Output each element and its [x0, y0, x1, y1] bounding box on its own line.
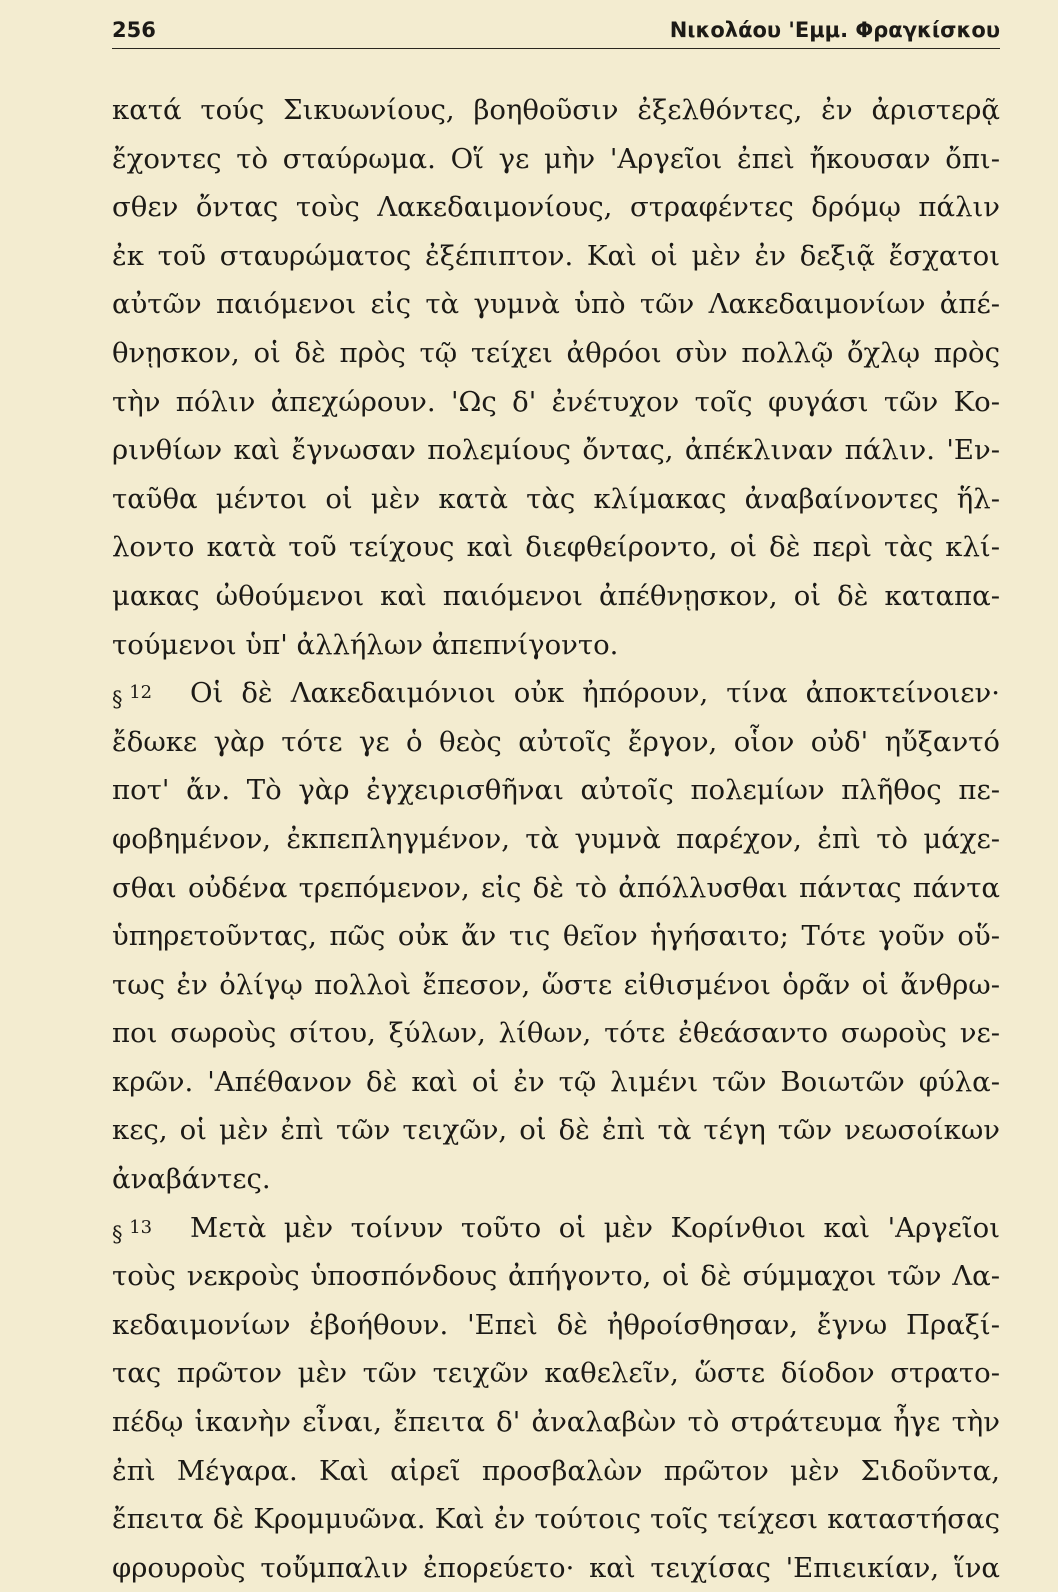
- running-head: [112, 14, 1000, 49]
- text-line: θνῃσκον, οἱ δὲ πρὸς τῷ τείχει ἀθρόοι σὺν πολλῷ ὄχλῳ πρὸς: [112, 336, 1000, 369]
- text-line: ἔχοντες τὸ σταύρωμα. Οἵ γε μὴν 'Αργεῖοι ἐπεὶ ἤκουσαν ὄπι-: [112, 142, 1000, 175]
- text-line: τούμενοι ὑπ' ἀλλήλων ἀπεπνίγοντο.: [112, 628, 619, 661]
- text-line: ταῦθα μέντοι οἱ μὲν κατὰ τὰς κλίμακας ἀναβαίνοντες ἥλ-: [112, 482, 1000, 515]
- text-line: ρινθίων καὶ ἔγνωσαν πολεμίους ὄντας, ἀπέκλιναν πάλιν. 'Εν-: [112, 434, 1000, 467]
- text-line: ποι σωροὺς σίτου, ξύλων, λίθων, τότε ἐθεάσαντο σωροὺς νε-: [112, 1017, 1000, 1050]
- section-number: 13: [129, 1216, 153, 1238]
- text-line: λοντο κατὰ τοῦ τείχους καὶ διεφθείροντο, οἱ δὲ περὶ τὰς κλί-: [112, 531, 1000, 564]
- text-line: Οἱ δὲ Λακεδαιμόνιοι οὐκ ἠπόρουν, τίνα ἀποκτείνοιεν·: [190, 677, 1000, 710]
- text-line: σθαι οὐδένα τρεπόμενον, εἰς δὲ τὸ ἀπόλλυσθαι πάντας πάντα: [112, 871, 1000, 904]
- text-line: φοβημένον, ἐκπεπληγμένον, τὰ γυμνὰ παρέχον, ἐπὶ τὸ μάχε-: [112, 822, 1000, 855]
- body-text: [112, 86, 1000, 1592]
- text-line: κες, οἱ μὲν ἐπὶ τῶν τειχῶν, οἱ δὲ ἐπὶ τὰ τέγη τῶν νεωσοίκων: [112, 1114, 1000, 1147]
- section-mark: § 12: [112, 682, 153, 712]
- text-line: ἔδωκε γὰρ τότε γε ὁ θεὸς αὐτοῖς ἔργον, οἷον οὐδ' ηὔξαντό: [112, 725, 1000, 758]
- text-line: μακας ὠθούμενοι καὶ παιόμενοι ἀπέθνῃσκον, οἱ δὲ καταπα-: [112, 579, 1000, 612]
- text-line: πέδῳ ἱκανὴν εἶναι, ἔπειτα δ' ἀναλαβὼν τὸ στράτευμα ἦγε τὴν: [112, 1406, 1000, 1439]
- text-line: κατά τούς Σικυωνίους, βοηθοῦσιν ἐξελθόντες, ἐν ἀριστερᾷ: [112, 94, 1000, 126]
- text-line: κεδαιμονίων ἐβοήθουν. 'Επεὶ δὲ ἠθροίσθησαν, ἔγνω Πραξί-: [112, 1308, 1000, 1341]
- text-line: ἀναβάντες.: [112, 1163, 271, 1196]
- text-line: ἐκ τοῦ σταυρώματος ἐξέπιπτον. Καὶ οἱ μὲν ἐν δεξιᾷ ἔσχατοι: [112, 239, 1000, 272]
- text-line: ὑπηρετοῦντας, πῶς οὐκ ἄν τις θεῖον ἡγήσαιτο; Τότε γοῦν οὕ-: [112, 920, 1000, 953]
- text-line: φρουροὺς τοὔμπαλιν ἐπορεύετο· καὶ τειχίσας 'Επιεικίαν, ἵνα: [112, 1551, 1000, 1584]
- text-line: ἐπὶ Μέγαρα. Καὶ αἱρεῖ προσβαλὼν πρῶτον μὲν Σιδοῦντα,: [112, 1454, 1000, 1487]
- section-number: 12: [129, 682, 153, 704]
- running-title: Νικολάου 'Εμμ. Φραγκίσκου: [669, 18, 1000, 42]
- text-line: τοὺς νεκροὺς ὑποσπόνδους ἀπήγοντο, οἱ δὲ σύμμαχοι τῶν Λα-: [112, 1260, 1000, 1293]
- text-line: τως ἐν ὀλίγῳ πολλοὶ ἔπεσον, ὥστε εἰθισμένοι ὁρᾶν οἱ ἄνθρω-: [112, 968, 1000, 1001]
- text-line: ἔπειτα δὲ Κρομμυῶνα. Καὶ ἐν τούτοις τοῖς τείχεσι καταστήσας: [112, 1503, 1000, 1536]
- text-line: τας πρῶτον μὲν τῶν τειχῶν καθελεῖν, ὥστε δίοδον στρατο-: [112, 1357, 1000, 1390]
- text-line: αὐτῶν παιόμενοι εἰς τὰ γυμνὰ ὑπὸ τῶν Λακεδαιμονίων ἀπέ-: [112, 288, 1000, 321]
- text-line: σθεν ὄντας τοὺς Λακεδαιμονίους, στραφέντες δρόμῳ πάλιν: [112, 191, 1000, 224]
- text-line: ποτ' ἄν. Τὸ γὰρ ἐγχειρισθῆναι αὐτοῖς πολεμίων πλῆθος πε-: [112, 774, 1000, 807]
- section-mark: § 13: [112, 1216, 153, 1246]
- text-line: Μετὰ μὲν τοίνυν τοῦτο οἱ μὲν Κορίνθιοι καὶ 'Αργεῖοι: [190, 1211, 1000, 1244]
- page-number: 256: [112, 18, 156, 42]
- text-line: κρῶν. 'Απέθανον δὲ καὶ οἱ ἐν τῷ λιμένι τῶν Βοιωτῶν φύλα-: [112, 1065, 1000, 1098]
- text-line: τὴν πόλιν ἀπεχώρουν. 'Ως δ' ἐνέτυχον τοῖς φυγάσι τῶν Κο-: [112, 385, 1000, 418]
